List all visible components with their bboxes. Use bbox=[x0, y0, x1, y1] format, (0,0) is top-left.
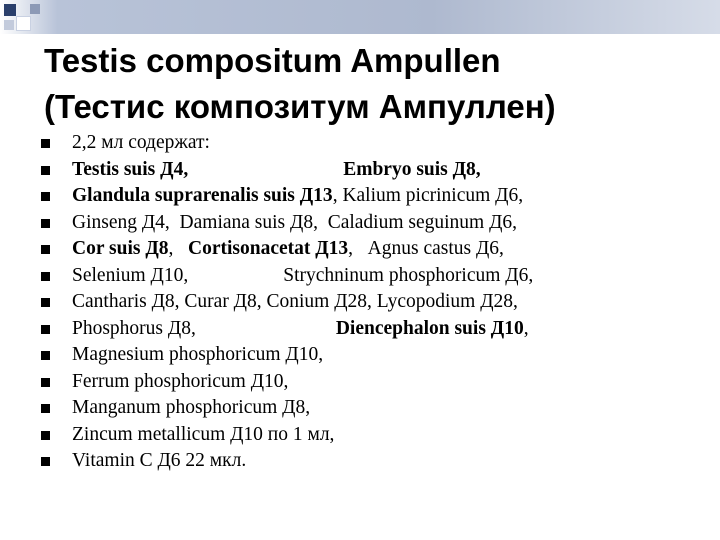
title-line-2: (Тестис композитум Ампуллен) bbox=[44, 88, 556, 125]
square-bullet-icon bbox=[41, 192, 50, 201]
header-decoration-bar bbox=[0, 0, 720, 34]
bullet-text: Strychninum phosphoricum Д6, bbox=[283, 264, 534, 286]
bullet-item bbox=[40, 395, 700, 422]
square-bullet-icon bbox=[41, 139, 50, 148]
bullet-text: Cor suis Д8 bbox=[72, 238, 169, 259]
square-bullet-icon bbox=[41, 272, 50, 281]
bullet-text: Phosphorus Д8, bbox=[72, 317, 196, 339]
slide-title bbox=[44, 38, 704, 130]
bullet-text: Ferrum phosphoricum Д10, bbox=[72, 370, 289, 392]
bullet-text: , Kalium picrinicum Д6, bbox=[332, 185, 524, 206]
bullet-item bbox=[40, 448, 700, 475]
bullet-text: Selenium Д10, bbox=[72, 264, 189, 286]
square-bullet-icon bbox=[41, 404, 50, 413]
bullet-text: , bbox=[168, 238, 188, 259]
bullet-item bbox=[40, 422, 700, 449]
bullet-text: Manganum phosphoricum Д8, bbox=[72, 397, 311, 418]
bullet-text: Testis suis Д4, bbox=[72, 158, 189, 180]
bullet-text: Cortisonacetat Д13 bbox=[188, 238, 349, 259]
bullet-text: Glandula suprarenalis suis Д13 bbox=[72, 185, 333, 206]
bullet-item bbox=[40, 236, 700, 263]
bullet-text: 2,2 мл содержат: bbox=[72, 132, 210, 153]
bullet-text: Cantharis Д8, Curar Д8, Conium Д28, Lycopodium Д28, bbox=[72, 291, 518, 312]
square-bullet-icon bbox=[41, 166, 50, 175]
bullet-text: Ginseng Д4, Damiana suis Д8, Caladium seguinum Д6, bbox=[72, 211, 518, 233]
bullet-item bbox=[40, 263, 700, 290]
bullet-list bbox=[40, 130, 700, 475]
square-bullet-icon bbox=[41, 298, 50, 307]
bullet-item bbox=[40, 342, 700, 369]
square-bullet-icon bbox=[41, 219, 50, 228]
title-line-1: Testis compositum Ampullen bbox=[44, 42, 501, 79]
bullet-text: Vitamin C Д6 22 мкл. bbox=[72, 450, 247, 471]
decor-square bbox=[4, 4, 16, 16]
bullet-item bbox=[40, 210, 700, 237]
bullet-text: , bbox=[523, 317, 529, 339]
bullet-item bbox=[40, 289, 700, 316]
square-bullet-icon bbox=[41, 378, 50, 387]
square-bullet-icon bbox=[41, 245, 50, 254]
decor-square bbox=[30, 4, 40, 14]
bullet-item bbox=[40, 157, 700, 184]
bullet-text: Diencephalon suis Д10 bbox=[335, 317, 524, 339]
bullet-text: Embryo suis Д8, bbox=[343, 158, 481, 180]
bullet-item bbox=[40, 316, 700, 343]
bullet-item bbox=[40, 369, 700, 396]
bullet-item bbox=[40, 130, 700, 157]
bullet-text: Magnesium phosphoricum Д10, bbox=[72, 344, 324, 365]
decor-square bbox=[16, 16, 31, 31]
square-bullet-icon bbox=[41, 325, 50, 334]
bullet-item bbox=[40, 183, 700, 210]
square-bullet-icon bbox=[41, 457, 50, 466]
bullet-text: Zincum metallicum Д10 по 1 мл, bbox=[72, 423, 335, 445]
decor-square bbox=[4, 20, 14, 30]
bullet-text: , Agnus castus Д6, bbox=[348, 238, 504, 259]
square-bullet-icon bbox=[41, 351, 50, 360]
square-bullet-icon bbox=[41, 431, 50, 440]
